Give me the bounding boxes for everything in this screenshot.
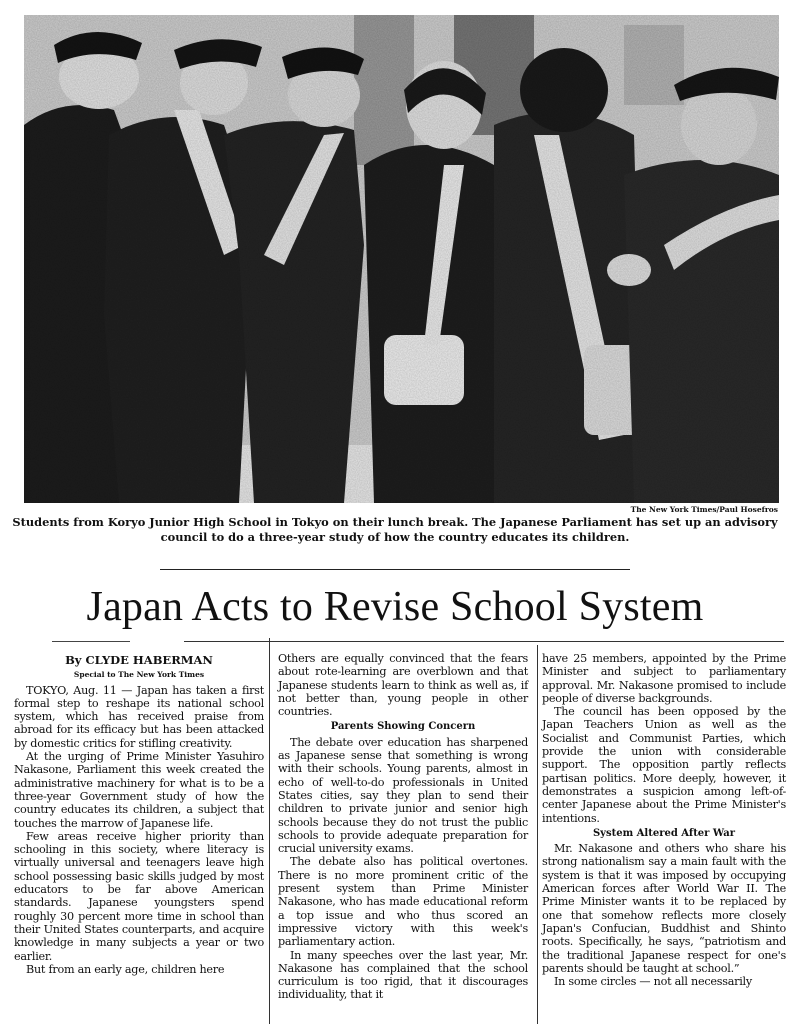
paragraph: Others are equally convinced that the fears about rote-learning are overblown and that Japanese students learn to think as well as, if not better than, young people in other countries. — [278, 652, 528, 719]
columns-rule — [184, 641, 784, 642]
byline-special: Special to The New York Times — [73, 670, 205, 680]
column-divider-2 — [537, 645, 538, 1024]
paragraph: TOKYO, Aug. 11 — Japan has taken a first formal step to reshape its national school system, which has received praise from abroad for its efficacy but has been attacked by domestic critics for stifling creativity. — [14, 683, 264, 750]
paragraph: The debate also has political overtones. There is no more prominent critic of the present system than Prime Minister Nakasone, who has made educational reform a top issue and who thus scored an impressive victory with this week's parliamentary action. — [278, 855, 528, 949]
subhead-parents-showing-concern: Parents Showing Concern — [330, 721, 476, 733]
paragraph: But from an early age, children here — [26, 962, 225, 976]
article-column-3 — [542, 652, 786, 988]
paragraph: Mr. Nakasone and others who share his strong nationalism say a main fault with the system is that it was imposed by occupying American forces after World War II. The Prime Minister wants it to be replaced by one that somehow reflects more closely Japan's Confucian, Buddhist and Shinto roots. Specifically, he says, “patriotism and the traditional Japanese respect for one's parents should be taught at school.” — [542, 842, 786, 975]
headline: Japan Acts to Revise School System — [86, 584, 704, 630]
column-divider-1 — [269, 638, 270, 1024]
students-photo-illustration — [24, 15, 779, 503]
paragraph: Few areas receive higher priority than schooling in this society, where literacy is virtually universal and teenagers leave high school possessing basic skills judged by most educators to be far above American standards. Japanese youngsters spend roughly 30 percent more time in school than their United States counterparts, and acquire knowledge in many subjects a year or two earlier. — [14, 829, 264, 963]
paragraph: have 25 members, appointed by the Prime Minister and subject to parliamentary approval. Mr. Nakasone promised to include people of diverse backgrounds. — [542, 652, 786, 705]
news-photo — [24, 15, 779, 503]
article-column-2 — [278, 652, 528, 1002]
paragraph: In some circles — not all necessarily — [554, 975, 752, 989]
byline-author: By CLYDE HABERMAN — [65, 653, 213, 667]
paragraph: The council has been opposed by the Japan Teachers Union as well as the Socialist and Communist Parties, which provide the union with considerable support. The opposition partly reflects partisan politics. More deeply, however, it demonstrates a suspicion among left-of-center Japanese about the Prime Minister's intentions. — [542, 705, 786, 825]
article-column-1 — [14, 646, 264, 976]
subhead-system-altered-after-war: System Altered After War — [592, 827, 736, 839]
byline-rule — [52, 641, 130, 642]
paragraph: At the urging of Prime Minister Yasuhiro Nakasone, Parliament this week created the administrative machinery for what is to be a three-year Government study of how the country educates its children, a subject that touches the marrow of Japanese life. — [14, 750, 264, 830]
paragraph: The debate over education has sharpened as Japanese sense that something is wrong with their schools. Young parents, almost in echo of well-to-do professionals in United States cities, say they plan to send their children to private junior and senior high schools because they do not trust the public schools to provide adequate preparation for crucial university exams. — [278, 735, 528, 856]
photo-credit: The New York Times/Paul Hosefros — [630, 505, 778, 514]
photo-caption: Students from Koryo Junior High School in Tokyo on their lunch break. The Japanese Parliament has set up an advisory council to do a three-year study of how the country educates its children. — [12, 515, 778, 544]
headline-top-rule — [160, 569, 630, 570]
paragraph: In many speeches over the last year, Mr. Nakasone has complained that the school curriculum is too rigid, that it discourages individuality, that it — [278, 948, 528, 1002]
